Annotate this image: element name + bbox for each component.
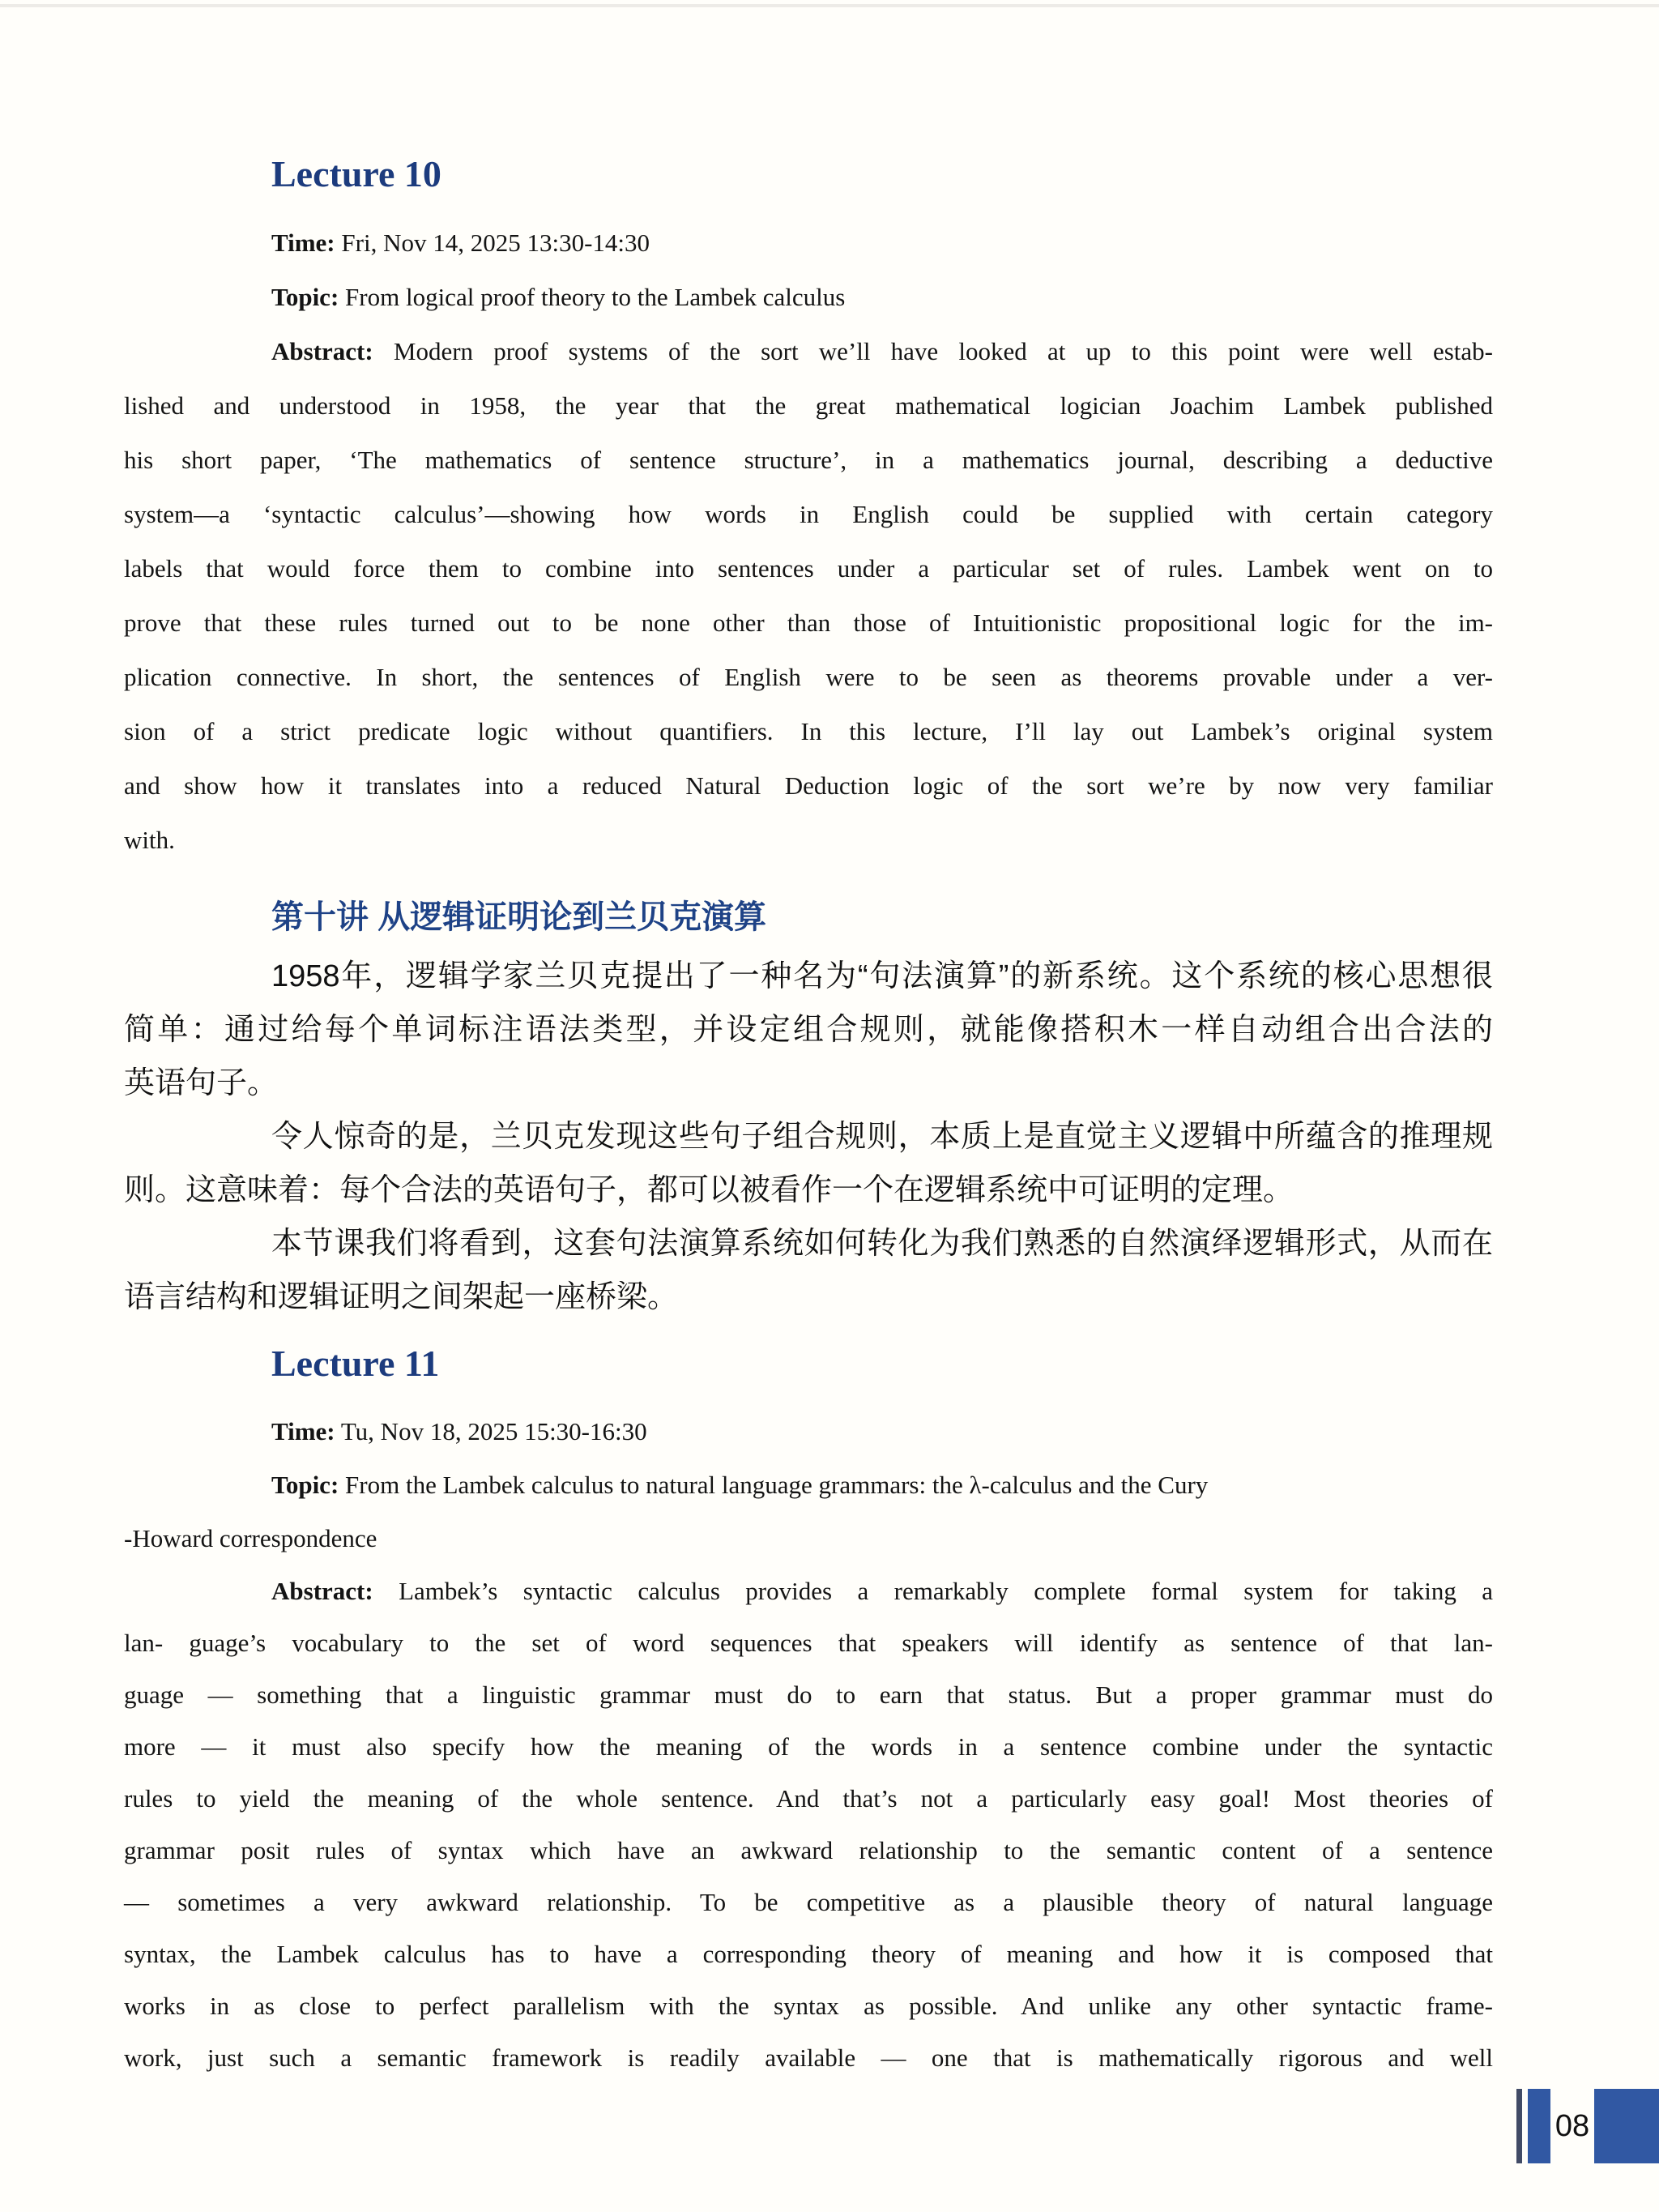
lecture-10-topic-line <box>271 270 1493 324</box>
lecture-10-abstract <box>124 324 1493 867</box>
lecture-10-section <box>124 154 1493 867</box>
abstract-body-lines <box>124 378 1493 867</box>
lecture-11-section <box>124 1343 1493 2084</box>
abstract-line: prove that these rules turned out to be none other than those of Intuitionistic propositional logic for the im- <box>124 609 1493 637</box>
abstract-line: lished and understood in 1958, the year that the great mathematical logician Joachim Lambek published <box>124 391 1493 420</box>
topic-label: Topic: <box>271 1471 339 1499</box>
lecture-10-title: Lecture 10 <box>271 153 441 194</box>
abstract-line: sion of a strict predicate logic without quantifiers. In this lecture, I’ll lay out Lambek’s original system <box>124 717 1493 745</box>
chinese-line: 简单：通过给每个单词标注语法类型，并设定组合规则，就能像搭积木一样自动组合出合法的 <box>124 1013 1493 1047</box>
time-label: Time: <box>271 1417 335 1445</box>
chinese-paragraph <box>124 1217 1493 1324</box>
abstract-line: rules to yield the meaning of the whole sentence. And that’s not a particularly easy goal! Most theories of <box>124 1784 1493 1813</box>
footer-accent-bar <box>1528 2089 1550 2163</box>
chinese-line: 语言结构和逻辑证明之间架起一座桥梁。 <box>124 1280 679 1314</box>
abstract-label: Abstract: <box>271 337 373 365</box>
abstract-line: with. <box>124 826 175 854</box>
chinese-paragraph <box>124 950 1493 1110</box>
abstract-line: work, just such a semantic framework is readily available — one that is mathematically rigorous and well <box>124 2043 1493 2072</box>
topic-value: From logical proof theory to the Lambek calculus <box>339 283 846 311</box>
lecture-11-topic-continuation: -Howard correspondence <box>124 1524 377 1552</box>
chinese-line: 则。这意味着：每个合法的英语句子，都可以被看作一个在逻辑系统中可证明的定理。 <box>124 1173 1294 1207</box>
chinese-line: 英语句子。 <box>124 1066 279 1100</box>
time-value: Tu, Nov 18, 2025 15:30-16:30 <box>335 1417 647 1445</box>
lecture-11-topic-line <box>271 1458 1493 1512</box>
footer-thin-bar <box>1516 2089 1522 2163</box>
topic-value-line1: From the Lambek calculus to natural language grammars: the λ-calculus and the Cury <box>339 1471 1209 1499</box>
chinese-section-heading: 第十讲 从逻辑证明论到兰贝克演算 <box>271 899 767 935</box>
lecture-11-abstract <box>124 1565 1493 2084</box>
time-label: Time: <box>271 228 335 257</box>
chinese-paragraphs <box>124 950 1493 1324</box>
abstract-line: lan- guage’s vocabulary to the set of word sequences that speakers will identify as sentence of that lan- <box>124 1629 1493 1657</box>
abstract-line: and show how it translates into a reduced Natural Deduction logic of the sort we’re by now very familiar <box>124 771 1493 800</box>
abstract-label: Abstract: <box>271 1577 373 1605</box>
abstract-body-lines <box>124 1617 1493 2084</box>
abstract-line: system—a ‘syntactic calculus’—showing how words in English could be supplied with certain category <box>124 500 1493 528</box>
lecture-10-time-line <box>271 216 1493 270</box>
abstract-first-text: Lambek’s syntactic calculus provides a remarkably complete formal system for taking a <box>373 1577 1493 1605</box>
abstract-line: grammar posit rules of syntax which have an awkward relationship to the semantic content of a sentence <box>124 1836 1493 1864</box>
abstract-first-text: Modern proof systems of the sort we’ll have looked at up to this point were well estab- <box>373 337 1493 365</box>
abstract-line: plication connective. In short, the sentences of English were to be seen as theorems provable under a ver- <box>124 663 1493 691</box>
chinese-summary-section <box>124 896 1493 1324</box>
time-value: Fri, Nov 14, 2025 13:30-14:30 <box>335 228 650 257</box>
chinese-paragraph <box>124 1110 1493 1217</box>
page-top-edge <box>0 4 1659 7</box>
abstract-line: works in as close to perfect parallelism with the syntax as possible. And unlike any other syntactic frame- <box>124 1992 1493 2020</box>
abstract-line: guage — something that a linguistic grammar must do to earn that status. But a proper grammar must do <box>124 1680 1493 1709</box>
chinese-line: 令人惊奇的是，兰贝克发现这些句子组合规则，本质上是直觉主义逻辑中所蕴含的推理规 <box>271 1120 1493 1154</box>
abstract-line: syntax, the Lambek calculus has to have a corresponding theory of meaning and how it is composed that <box>124 1940 1493 1968</box>
abstract-line: — sometimes a very awkward relationship. To be competitive as a plausible theory of natural language <box>124 1888 1493 1916</box>
abstract-line: his short paper, ‘The mathematics of sentence structure’, in a mathematics journal, describing a deductive <box>124 446 1493 474</box>
lecture-11-title: Lecture 11 <box>271 1343 440 1384</box>
chinese-line: 1958年，逻辑学家兰贝克提出了一种名为“句法演算”的新系统。这个系统的核心思想很 <box>271 959 1493 993</box>
abstract-line: labels that would force them to combine into sentences under a particular set of rules. Lambek went on to <box>124 554 1493 583</box>
lecture-11-time-line <box>271 1405 1493 1458</box>
abstract-line: more — it must also specify how the meaning of the words in a sentence combine under the syntactic <box>124 1732 1493 1761</box>
topic-label: Topic: <box>271 283 339 311</box>
footer-edge-block <box>1594 2089 1659 2163</box>
abstract-first-line <box>124 1565 1493 1617</box>
chinese-line: 本节课我们将看到，这套句法演算系统如何转化为我们熟悉的自然演绎逻辑形式，从而在 <box>271 1227 1493 1261</box>
page-number: 08 <box>1555 2108 1590 2143</box>
abstract-first-line <box>124 324 1493 378</box>
page-footer <box>0 2089 1659 2163</box>
